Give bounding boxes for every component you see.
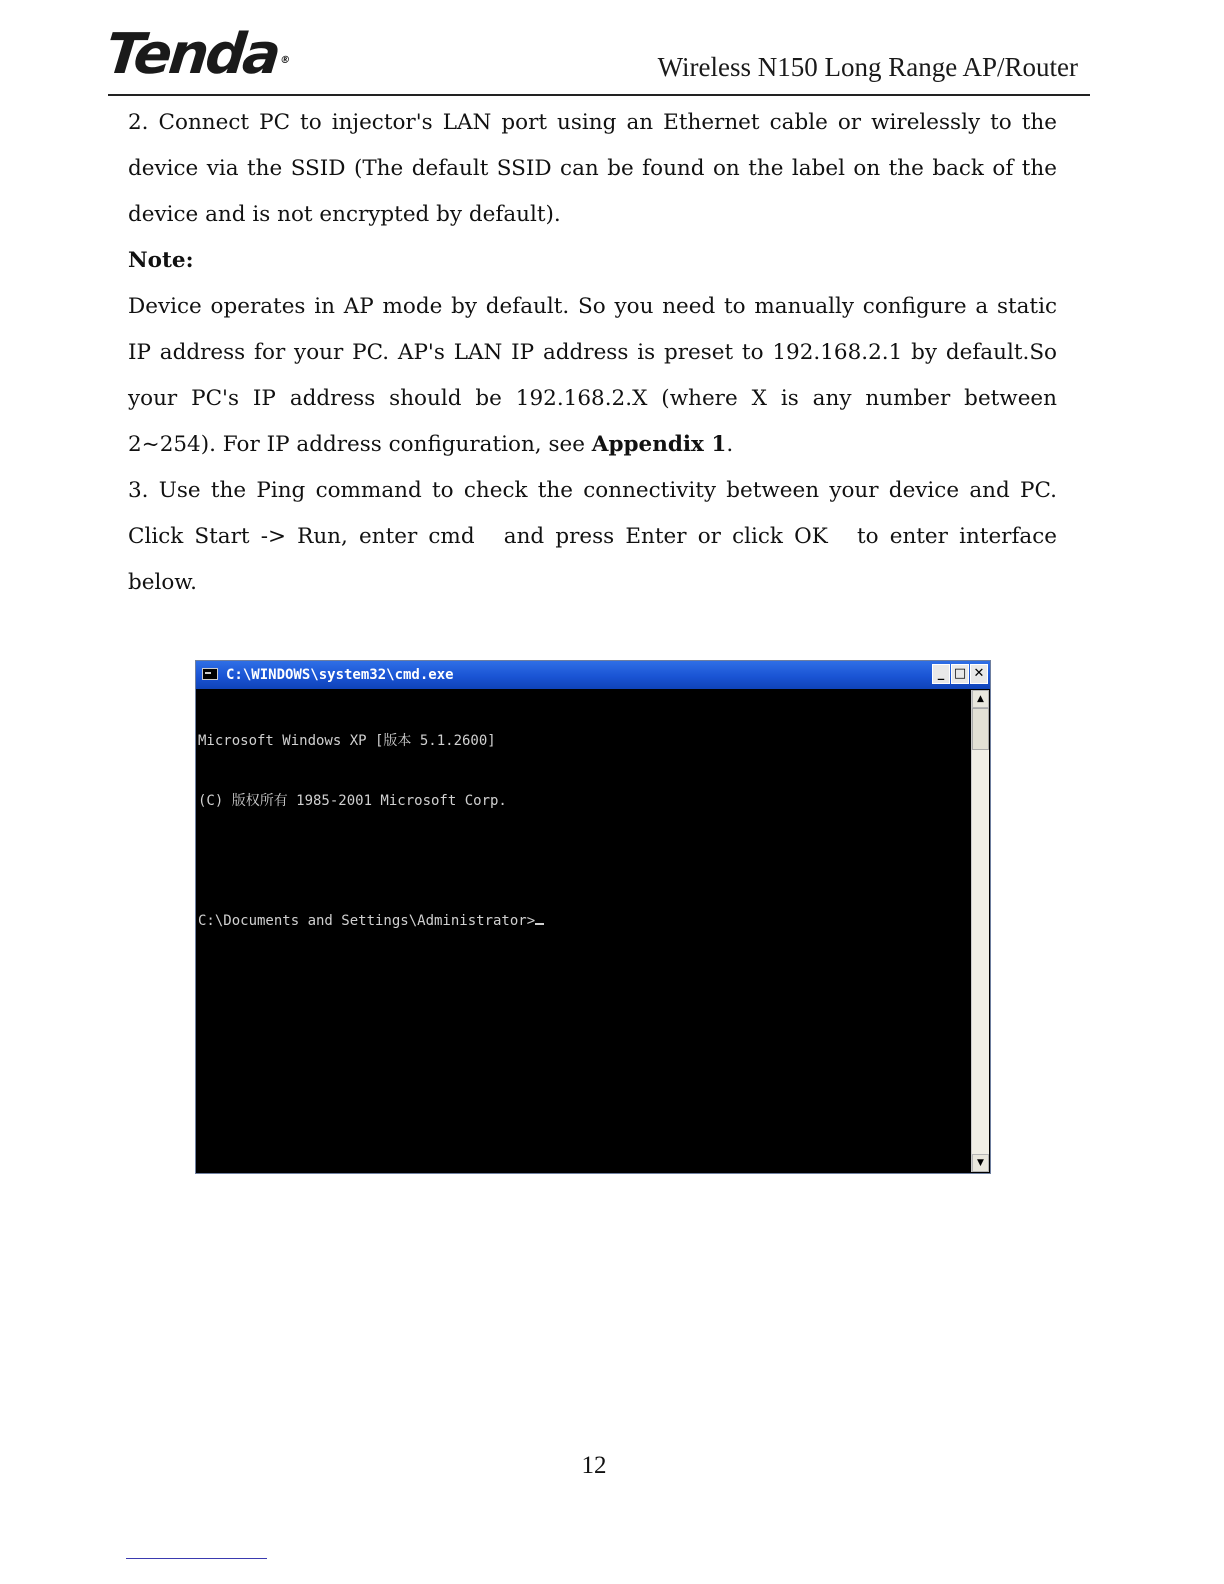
page-body bbox=[128, 100, 1057, 606]
cmd-window-title: C:\WINDOWS\system32\cmd.exe bbox=[226, 667, 454, 683]
footnote-divider bbox=[126, 1558, 267, 1559]
tenda-logo: Tenda® bbox=[102, 22, 291, 87]
note-paragraph bbox=[128, 284, 1057, 468]
text-cursor bbox=[535, 923, 544, 925]
step-3-text-a: 3. Use the Ping command to check the connectivity between your device and PC. Click Start -> Run, enter cmd bbox=[128, 478, 1057, 549]
minimize-button[interactable]: _ bbox=[932, 664, 950, 684]
note-label: Note: bbox=[128, 248, 194, 273]
vertical-scrollbar[interactable] bbox=[971, 690, 989, 1172]
document-title: Wireless N150 Long Range AP/Router bbox=[657, 52, 1078, 82]
step-3-text-b: and press Enter or click OK bbox=[503, 524, 828, 549]
registered-mark: ® bbox=[279, 55, 291, 66]
page-number: 12 bbox=[581, 1452, 607, 1479]
cmd-console-output[interactable] bbox=[198, 691, 970, 1171]
console-line: (C) 版权所有 1985-2001 Microsoft Corp. bbox=[198, 793, 507, 809]
close-button[interactable]: ✕ bbox=[970, 664, 988, 684]
console-prompt: C:\Documents and Settings\Administrator> bbox=[198, 913, 536, 929]
step-3-text-c: to enter interface below. bbox=[128, 524, 1057, 595]
scrollbar-thumb[interactable] bbox=[972, 708, 989, 750]
scroll-down-icon[interactable]: ▼ bbox=[972, 1154, 989, 1172]
note-text-end: . bbox=[726, 432, 734, 457]
cmd-titlebar bbox=[196, 661, 990, 689]
console-icon bbox=[202, 668, 218, 680]
maximize-button[interactable]: □ bbox=[951, 664, 969, 684]
console-prompt-line bbox=[198, 911, 970, 931]
note-text: Device operates in AP mode by default. So you need to manually configure a static IP address for your PC. AP's LAN IP address is preset to 192.168.2.1 by default.So your PC's IP address should be 192.168.2.X (where X is any number between 2~254). For IP address configuration, see bbox=[128, 294, 1057, 457]
scroll-up-icon[interactable]: ▲ bbox=[972, 690, 989, 708]
cmd-window-screenshot bbox=[195, 660, 991, 1174]
appendix-reference: Appendix 1 bbox=[591, 432, 727, 457]
console-line bbox=[198, 851, 970, 871]
header-divider bbox=[108, 94, 1090, 96]
step-2-paragraph: 2. Connect PC to injector's LAN port using an Ethernet cable or wirelessly to the device via the SSID (The default SSID can be found on the label on the back of the device and is not encrypted by default). bbox=[128, 110, 1057, 227]
step-3-paragraph bbox=[128, 468, 1057, 606]
console-line: Microsoft Windows XP [版本 5.1.2600] bbox=[198, 733, 496, 749]
